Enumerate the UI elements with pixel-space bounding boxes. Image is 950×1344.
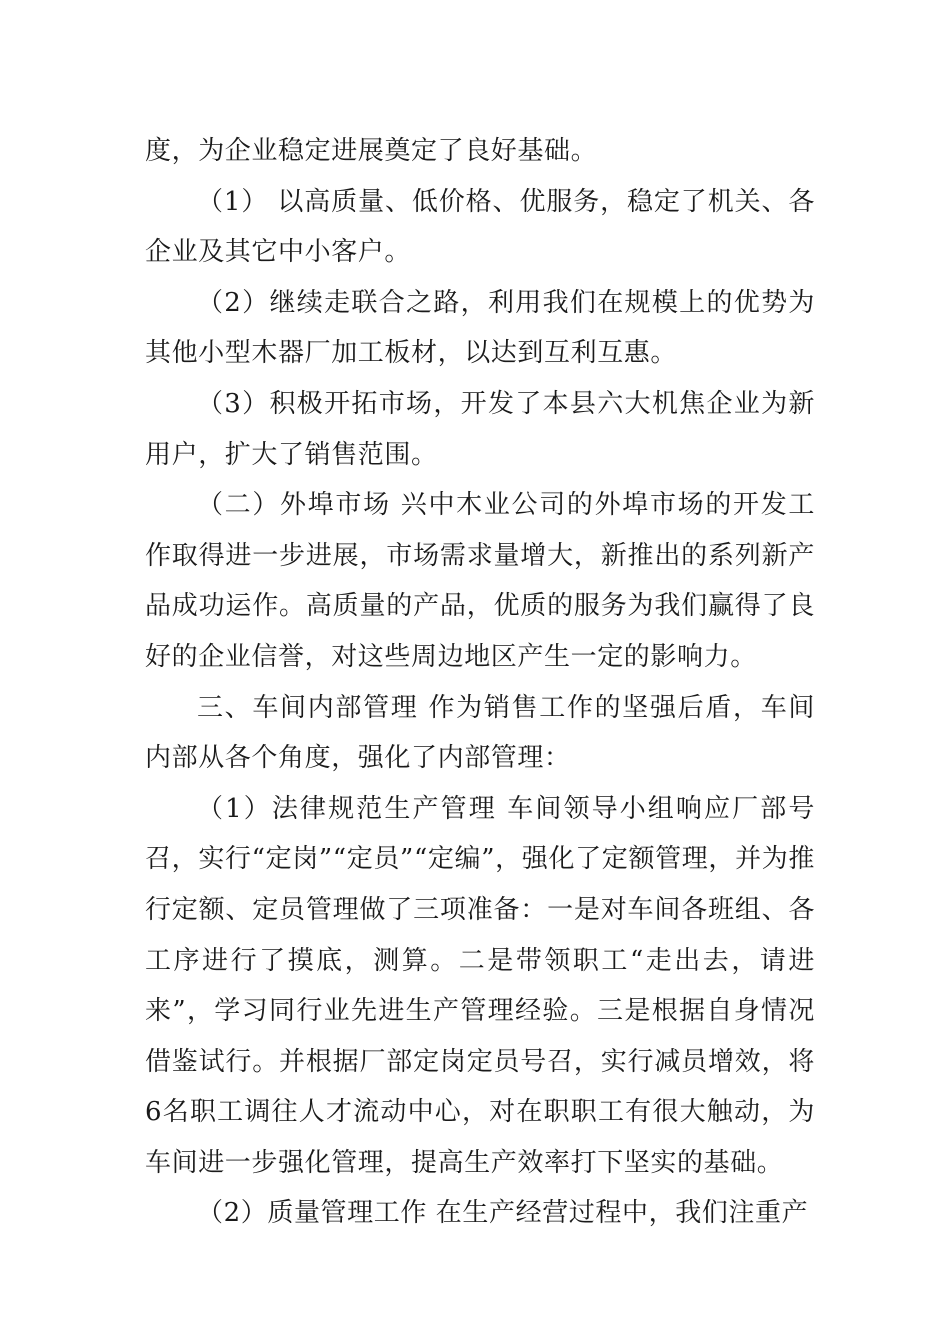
paragraph-item-3: （3）积极开拓市场，开发了本县六大机焦企业为新用户，扩大了销售范围。	[145, 388, 815, 470]
paragraph-item-2: （2）继续走联合之路，利用我们在规模上的优势为其他小型木器厂加工板材，以达到互利互惠。	[145, 287, 815, 369]
section-heading-workshop-management: 三、车间内部管理 作为销售工作的坚强后盾，车间内部从各个角度，强化了内部管理：	[145, 692, 815, 774]
paragraph-production-management: （1）法律规范生产管理 车间领导小组响应厂部号召，实行“定岗”“定员”“定编”，强化了定额管理，并为推行定额、定员管理做了三项准备：一是对车间各班组、各工序进行了摸底，测算。二是带领职工“走出去，请进来”，学习同行业先进生产管理经验。三是根据自身情况借鉴试行。并根据厂部定岗定员号召，实行减员增效，将6名职工调往人才流动中心，对在职职工有很大触动，为车间进一步强化管理，提高生产效率打下坚实的基础。	[145, 793, 815, 1178]
paragraph-continuation: 度，为企业稳定进展奠定了良好基础。	[145, 136, 598, 166]
paragraph-external-market: （二）外埠市场 兴中木业公司的外埠市场的开发工作取得进一步进展，市场需求量增大，新推出的系列新产品成功运作。高质量的产品，优质的服务为我们赢得了良好的企业信誉，对这些周边地区产生一定的影响力。	[145, 490, 815, 672]
document-body	[145, 126, 815, 1239]
paragraph-item-1: （1） 以高质量、低价格、优服务，稳定了机关、各企业及其它中小客户。	[145, 186, 815, 268]
paragraph-quality-management: （2）质量管理工作 在生产经营过程中，我们注重产	[197, 1198, 809, 1229]
